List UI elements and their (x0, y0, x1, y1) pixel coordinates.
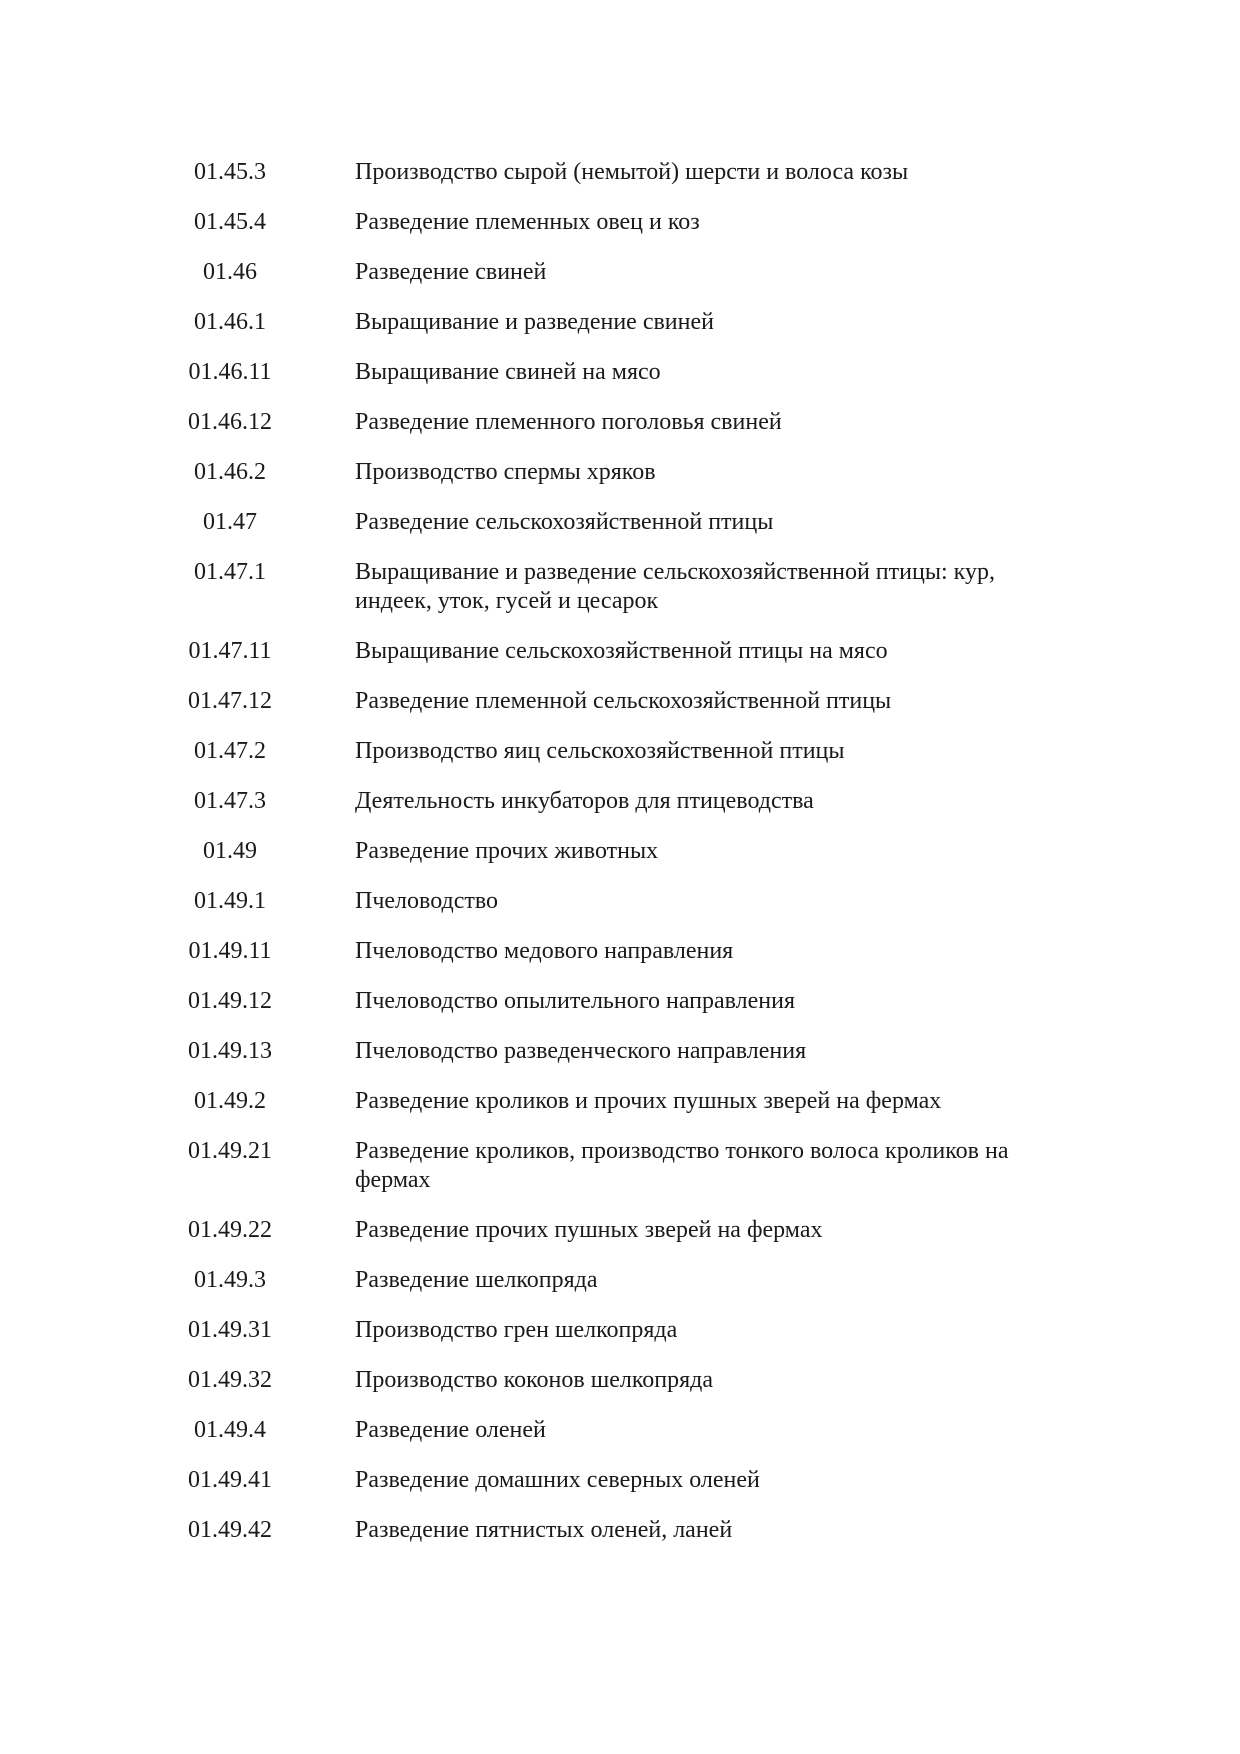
list-item (0, 1266, 1240, 1295)
activity-description: Пчеловодство (355, 888, 499, 914)
activity-code: 01.49.3 (194, 1267, 266, 1293)
list-item (0, 737, 1240, 766)
activity-code: 01.49.42 (188, 1517, 272, 1543)
list-item (0, 408, 1240, 437)
list-item (0, 1466, 1240, 1495)
activity-description: Разведение прочих пушных зверей на фермах (355, 1217, 823, 1243)
activity-description: Разведение свиней (355, 259, 547, 285)
activity-description: Деятельность инкубаторов для птицеводства (355, 788, 814, 814)
activity-code: 01.49.13 (188, 1038, 272, 1064)
activity-description: Разведение шелкопряда (355, 1267, 598, 1293)
list-item (0, 258, 1240, 287)
activity-code: 01.46.2 (194, 459, 266, 485)
list-item (0, 887, 1240, 916)
activity-description: Выращивание и разведение свиней (355, 309, 714, 335)
activity-description: Производство сырой (немытой) шерсти и волоса козы (355, 159, 909, 185)
list-item (0, 1137, 1240, 1195)
activity-description: Разведение кроликов и прочих пушных зверей на фермах (355, 1088, 942, 1114)
activity-code: 01.46.11 (188, 359, 272, 385)
activity-description: Разведение кроликов, производство тонкого волоса кроликов на фермах (355, 1138, 1009, 1193)
activity-description: Разведение оленей (355, 1417, 546, 1443)
list-item (0, 787, 1240, 816)
activity-code: 01.46.12 (188, 409, 272, 435)
activity-code: 01.47.12 (188, 688, 272, 714)
activity-code: 01.47.2 (194, 738, 266, 764)
list-item (0, 1037, 1240, 1066)
activity-description: Производство спермы хряков (355, 459, 656, 485)
list-item (0, 1366, 1240, 1395)
activity-code: 01.49 (203, 838, 257, 864)
activity-description: Разведение домашних северных оленей (355, 1467, 760, 1493)
list-item (0, 1416, 1240, 1445)
activity-code: 01.47 (203, 509, 257, 535)
activity-code: 01.49.21 (188, 1138, 272, 1164)
activity-code: 01.46 (203, 259, 257, 285)
list-item (0, 158, 1240, 187)
list-item (0, 358, 1240, 387)
activity-code: 01.49.11 (188, 938, 272, 964)
activity-description: Разведение племенных овец и коз (355, 209, 700, 235)
list-item (0, 687, 1240, 716)
list-item (0, 1316, 1240, 1345)
activity-code: 01.49.1 (194, 888, 266, 914)
activity-description: Разведение прочих животных (355, 838, 659, 864)
list-item (0, 458, 1240, 487)
activity-code: 01.47.3 (194, 788, 266, 814)
activity-code: 01.45.3 (194, 159, 266, 185)
activity-code: 01.49.22 (188, 1217, 272, 1243)
list-item (0, 208, 1240, 237)
activity-code: 01.49.32 (188, 1367, 272, 1393)
activity-code: 01.47.11 (188, 638, 272, 664)
activity-description: Выращивание сельскохозяйственной птицы на мясо (355, 638, 888, 664)
list-item (0, 508, 1240, 537)
activity-description: Пчеловодство медового направления (355, 938, 734, 964)
list-item (0, 1216, 1240, 1245)
list-item (0, 308, 1240, 337)
activity-description: Разведение племенного поголовья свиней (355, 409, 782, 435)
activity-description: Разведение племенной сельскохозяйственной птицы (355, 688, 892, 714)
list-item (0, 558, 1240, 616)
activity-description: Разведение пятнистых оленей, ланей (355, 1517, 733, 1543)
list-item (0, 837, 1240, 866)
activity-code: 01.49.2 (194, 1088, 266, 1114)
activity-description: Пчеловодство разведенческого направления (355, 1038, 807, 1064)
list-item (0, 937, 1240, 966)
activity-code: 01.49.41 (188, 1467, 272, 1493)
activity-description: Выращивание свиней на мясо (355, 359, 661, 385)
classification-list (0, 158, 1240, 1566)
activity-description: Выращивание и разведение сельскохозяйственной птицы: кур, индеек, уток, гусей и цесарок (355, 559, 995, 614)
activity-code: 01.46.1 (194, 309, 266, 335)
activity-code: 01.49.31 (188, 1317, 272, 1343)
list-item (0, 987, 1240, 1016)
list-item (0, 1516, 1240, 1545)
activity-description: Пчеловодство опылительного направления (355, 988, 796, 1014)
activity-code: 01.49.4 (194, 1417, 266, 1443)
activity-code: 01.45.4 (194, 209, 266, 235)
activity-code: 01.49.12 (188, 988, 272, 1014)
activity-code: 01.47.1 (194, 559, 266, 585)
activity-description: Производство коконов шелкопряда (355, 1367, 714, 1393)
activity-description: Производство яиц сельскохозяйственной птицы (355, 738, 845, 764)
activity-description: Разведение сельскохозяйственной птицы (355, 509, 774, 535)
activity-description: Производство грен шелкопряда (355, 1317, 678, 1343)
list-item (0, 1087, 1240, 1116)
list-item (0, 637, 1240, 666)
